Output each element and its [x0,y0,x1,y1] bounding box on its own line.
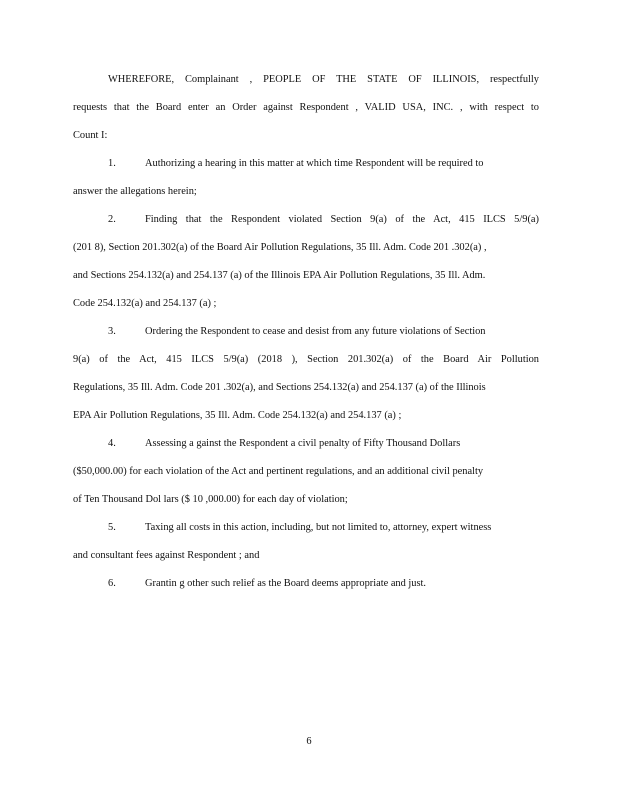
item-1-continuation: answer the allegations herein; [73,186,197,197]
wherefore-line-2: requests that the Board enter an Order against Respondent , VALID USA, INC. , with respect to [73,102,539,113]
item-number: 6. [108,578,116,589]
item-5-continuation: and consultant fees against Respondent ; and [73,550,260,561]
page-number: 6 [306,736,312,747]
item-4-continuation: ($50,000.00) for each violation of the Act and pertinent regulations, and an additional civil penalty [73,466,484,477]
item-3-continuation: Regulations, 35 Ill. Adm. Code 201 .302(a), and Sections 254.132(a) and 254.137 (a) of the Illinois [73,382,486,393]
wherefore-line-1: WHEREFORE, Complainant , PEOPLE OF THE STATE OF ILLINOIS, respectfully [108,74,539,85]
wherefore-line-3: Count I: [73,130,108,141]
item-text: Ordering the Respondent to cease and desist from any future violations of Section [145,326,486,337]
item-2-continuation: Code 254.132(a) and 254.137 (a) ; [73,298,217,309]
item-number: 1. [108,158,116,169]
item-text: Authorizing a hearing in this matter at which time Respondent will be required to [145,158,484,169]
item-number: 2. [108,214,116,225]
item-2-continuation: (201 8), Section 201.302(a) of the Board Air Pollution Regulations, 35 Ill. Adm. Code 201 .302(a) , [73,242,487,253]
item-3-continuation: 9(a) of the Act, 415 ILCS 5/9(a) (2018 ), Section 201.302(a) of the Board Air Pollution [73,354,539,365]
item-text: Finding that the Respondent violated Section 9(a) of the Act, 415 ILCS 5/9(a) [145,214,539,225]
item-2-continuation: and Sections 254.132(a) and 254.137 (a) of the Illinois EPA Air Pollution Regulations, 35 Ill. Adm. [73,270,486,281]
item-4-continuation: of Ten Thousand Dol lars ($ 10 ,000.00) for each day of violation; [73,494,348,505]
item-number: 3. [108,326,116,337]
item-text: Assessing a gainst the Respondent a civil penalty of Fifty Thousand Dollars [145,438,461,449]
item-number: 4. [108,438,116,449]
item-number: 5. [108,522,116,533]
item-text: Grantin g other such relief as the Board deems appropriate and just. [145,578,427,589]
item-text: Taxing all costs in this action, including, but not limited to, attorney, expert witness [145,522,492,533]
item-3-continuation: EPA Air Pollution Regulations, 35 Ill. Adm. Code 254.132(a) and 254.137 (a) ; [73,410,402,421]
